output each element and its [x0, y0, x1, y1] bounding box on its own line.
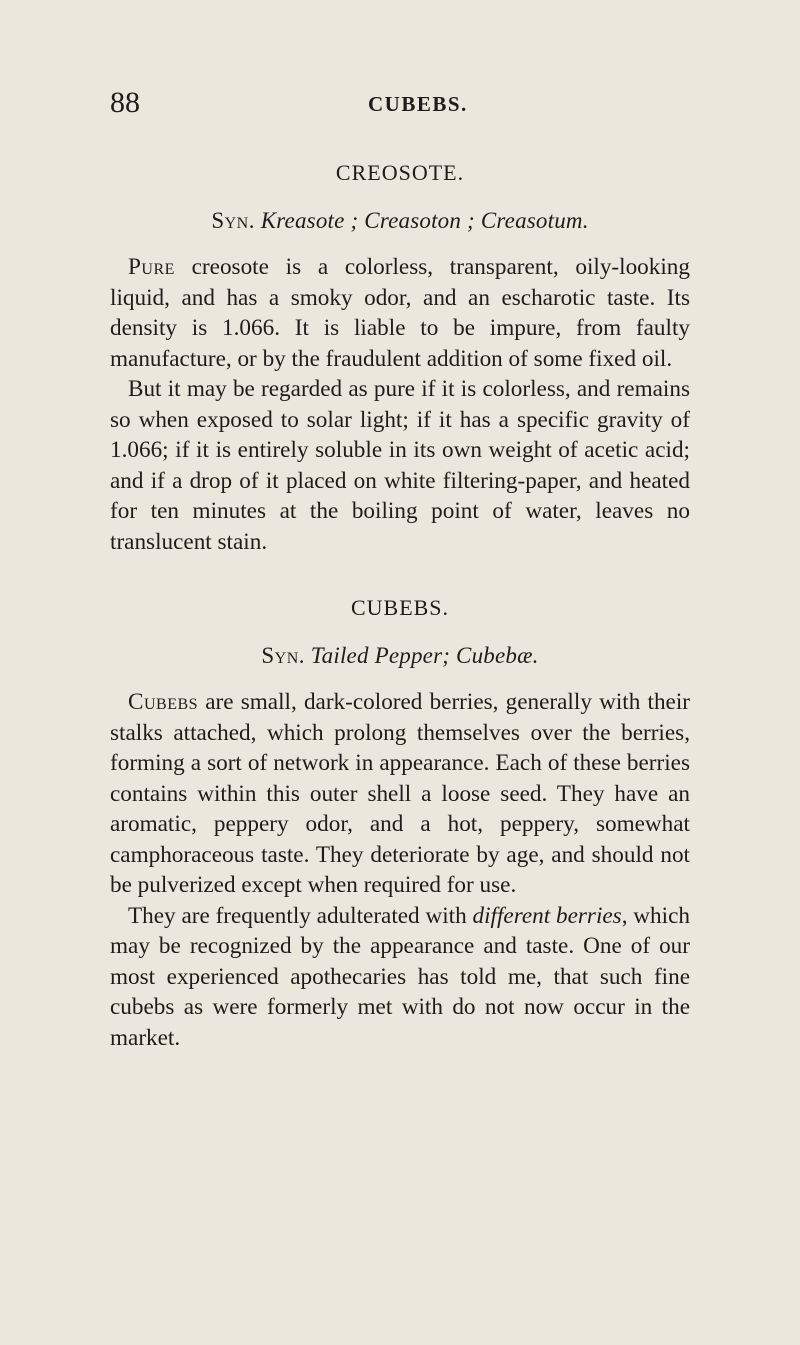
syn-text: Kreasote ; Creasoton ; Creasotum.: [260, 208, 589, 233]
section-title-creosote: CREOSOTE.: [335, 160, 465, 185]
section-title-cubebs: CUBEBS.: [350, 595, 450, 620]
page-header: [110, 86, 690, 120]
page-number: 88: [110, 86, 140, 119]
paragraph: [110, 687, 690, 901]
paragraph-text: , which may be recognized by the appearance and taste. One of our most experienced apothecaries has told me, that such fine cubebs as were formerly met with do not now occur in the market.: [110, 902, 690, 1051]
paragraph: [110, 901, 690, 1054]
syn-label: Syn.: [261, 643, 306, 668]
paragraph-lead: Pure: [128, 254, 175, 280]
syn-text: Tailed Pepper; Cubebæ.: [310, 643, 539, 668]
paragraph-text: They are frequently adulterated with: [128, 902, 467, 929]
paragraph: [110, 374, 690, 557]
paragraph-text: are small, dark-colored berries, generally with their stalks attached, which prolong themselves over the berries, forming a sort of network in appearance. Each of these berries contains within this outer shell a loose seed. They have an aromatic, peppery odor, and a hot, peppery, somewhat camphoraceous taste. They deteriorate by age, and should not be pulverized except when required for use.: [110, 689, 690, 898]
paragraph: [110, 252, 690, 374]
synonyms-creosote: [110, 204, 690, 238]
syn-label: Syn.: [211, 208, 255, 233]
paragraph-lead: Cubebs: [128, 689, 199, 715]
synonyms-cubebs: [110, 639, 690, 673]
running-title: CUBEBS.: [368, 92, 468, 116]
emphasis-text: different berries: [472, 902, 622, 929]
page-body: [110, 158, 690, 1053]
paragraph-text: But it may be regarded as pure if it is colorless, and remains so when exposed to solar light; if it has a specific gravity of 1.066; if it is entirely soluble in its own weight of acetic acid; and if a drop of it placed on white filtering-paper, and heated for ten minutes at the boiling point of water, leaves no translucent stain.: [110, 376, 690, 555]
paragraph-text: creosote is a colorless, transparent, oily-looking liquid, and has a smoky odor, and an escharotic taste. Its density is 1.066. It is liable to be impure, from faulty manufacture, or by the fraudulent addition of some fixed oil.: [110, 254, 690, 372]
